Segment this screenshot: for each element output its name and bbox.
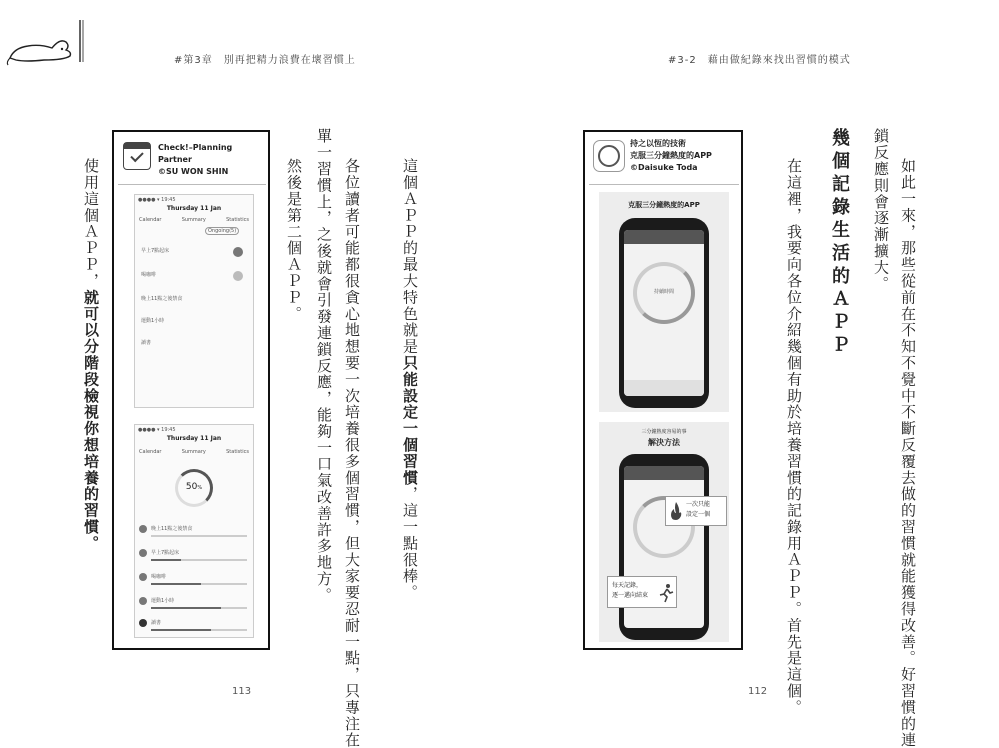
habit-item: 運動1小時 <box>151 598 175 604</box>
app-icon <box>593 140 625 172</box>
tab-summary: Summary <box>181 217 206 223</box>
callout-text: 一次只能 <box>686 501 711 508</box>
app-title: Check!–Planning Partner <box>158 143 233 164</box>
panel-caption-small: 三分鐘熱度容易的事 <box>641 429 687 435</box>
section-heading: 幾個記錄生活的ＡＰＰ <box>829 128 850 358</box>
app-figure-box <box>112 130 270 650</box>
tab-calendar: Calendar <box>139 449 162 455</box>
body-column: 然後是第二個ＡＰＰ。 <box>285 158 303 322</box>
body-column: 使用這個ＡＰＰ，就可以分階段檢視你想培養的習慣。 <box>82 158 100 552</box>
app-figure-box <box>583 130 743 650</box>
habit-item: 晚上11點之後禁食 <box>151 526 193 532</box>
panel-caption: 克服三分鐘熱度的APP <box>628 201 700 209</box>
body-column: 這個ＡＰＰ的最大特色就是只能設定一個習慣，這一點很棒。 <box>401 158 419 601</box>
filter-pill: Ongoing(5) <box>205 227 239 235</box>
habit-item: 早上7點起床 <box>151 550 180 556</box>
fire-icon <box>669 501 683 521</box>
callout-text: 每天記錄， <box>612 582 643 589</box>
app-title: 持之以恆的技術 <box>630 139 686 148</box>
callout-one-habit <box>665 496 727 526</box>
emphasis-text: 就可以分階段檢視你想培養的習慣。 <box>82 289 100 552</box>
body-column: 單一習慣上，之後就會引發連鎖反應，能夠一口氣改善許多地方。 <box>315 128 333 604</box>
screen-date: Thursday 11 Jan <box>166 435 222 442</box>
screen-date: Thursday 11 Jan <box>166 205 222 212</box>
body-column: 如此一來，那些從前在不知不覺中不斷反覆去做的習慣就能獲得改善。好習慣的連 <box>899 158 917 748</box>
mouse-logo-icon <box>4 18 84 66</box>
screenshot-panel <box>599 192 729 412</box>
body-column: 鎖反應則會逐漸擴大。 <box>872 128 890 292</box>
app-title: 克服三分鐘熱度的APP <box>630 151 712 160</box>
calendar-check-icon <box>123 142 151 170</box>
running-header-right: #3-2 藉由做紀錄來找出習慣的模式 <box>668 55 851 66</box>
app-credit: ©SU WON SHIN <box>158 167 229 176</box>
panel-caption: 解決方法 <box>648 438 680 447</box>
habit-item: 讀書 <box>141 340 152 346</box>
running-header-left: #第3章 別再把精力浪費在壞習慣上 <box>174 55 356 66</box>
tab-statistics: Statistics <box>226 449 249 455</box>
habit-item: 早上7點起床 <box>141 248 170 254</box>
callout-text: 設定一個 <box>686 511 711 518</box>
tab-summary: Summary <box>181 449 206 455</box>
habit-item: 讀書 <box>151 620 162 626</box>
callout-text: 逐一邁向結束 <box>612 592 649 599</box>
app-credit: ©Daisuke Toda <box>630 163 698 172</box>
habit-item: 運動1小時 <box>141 318 165 324</box>
habit-item: 喝咖啡 <box>141 272 157 278</box>
body-column: 各位讀者可能都很貪心地想要一次培養很多個習慣，但大家要忍耐一點，只專注在 <box>343 158 361 748</box>
screenshot-panel <box>599 422 729 642</box>
tab-statistics: Statistics <box>226 217 249 223</box>
app-screenshot-statistics: ●●●● ▾ 19:45 Thursday 11 Jan Calendar Summary Statistics 50% 晚上11點之後禁食 早上7點起床 喝咖啡 運動1小時 讀書 <box>134 424 254 638</box>
habit-item: 晚上11點之後禁食 <box>141 296 183 302</box>
emphasis-text: 只能設定一個習慣 <box>401 354 419 487</box>
app-screenshot-calendar: ●●●● ▾ 19:45 Thursday 11 Jan Calendar Summary Statistics Ongoing(5) 早上7點起床 喝咖啡 晚上11點之後禁食 運動1小時 讀書 <box>134 194 254 408</box>
habit-item: 喝咖啡 <box>151 574 167 580</box>
page-number: 113 <box>232 686 252 697</box>
body-column: 在這裡，我要向各位介紹幾個有助於培養習慣的記錄用ＡＰＰ。首先是這個。 <box>785 158 803 716</box>
ring-label: 持續時間 <box>653 289 674 295</box>
progress-percent: 50% <box>185 482 203 492</box>
page-number: 112 <box>748 686 768 697</box>
runner-icon <box>658 583 674 603</box>
callout-daily <box>607 576 677 608</box>
tab-calendar: Calendar <box>139 217 162 223</box>
